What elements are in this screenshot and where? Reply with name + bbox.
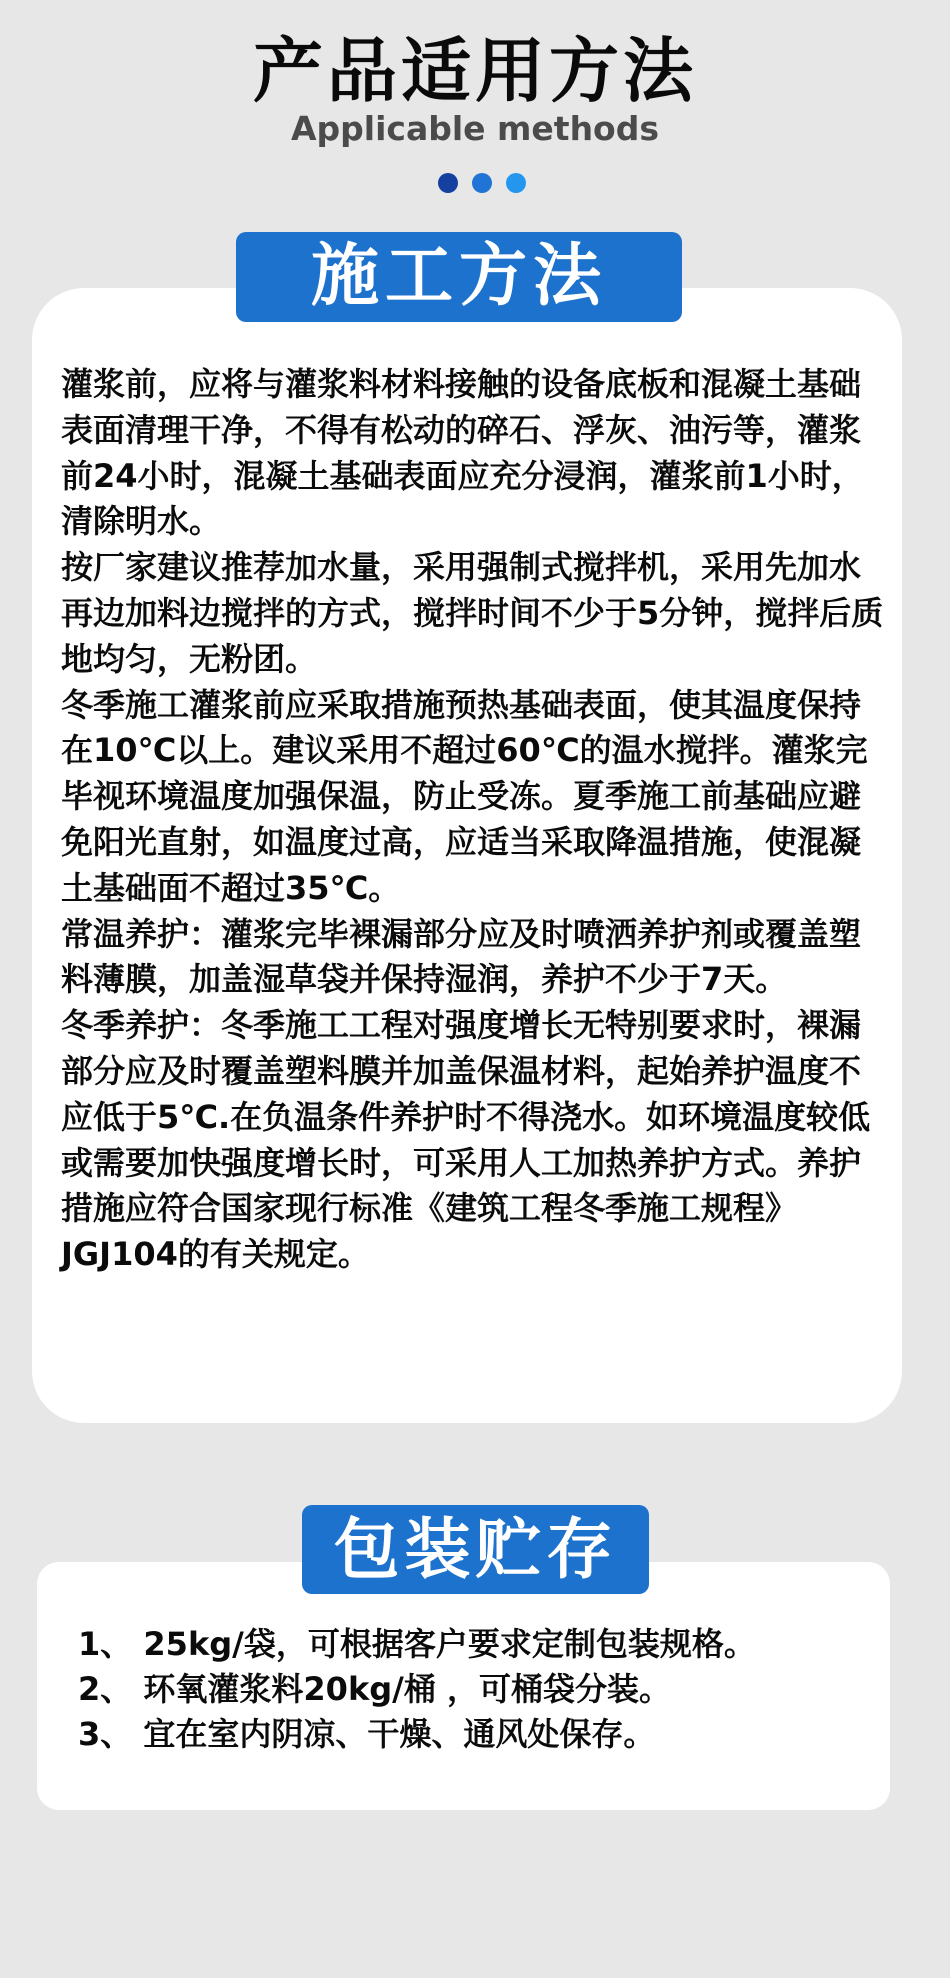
storage-item-2: 2、 环氧灌浆料20kg/桶 ，可桶袋分装。 (78, 1670, 671, 1708)
storage-item-3: 3、 宜在室内阴凉、干燥、通风处保存。 (78, 1715, 656, 1753)
storage-heading: 包装贮存 (302, 1505, 649, 1594)
dot-1 (438, 173, 458, 193)
dot-2 (472, 173, 492, 193)
dot-3 (506, 173, 526, 193)
construction-body (61, 362, 886, 1278)
construction-heading: 施工方法 (236, 232, 682, 322)
page-title: 产品适用方法 (253, 30, 697, 112)
page-subtitle: Applicable methods (290, 109, 659, 148)
construction-paragraph-4: 常温养护：灌浆完毕裸漏部分应及时喷洒养护剂或覆盖塑料薄膜，加盖湿草袋并保持湿润，养护不少于7天。 (61, 914, 862, 999)
storage-item-1: 1、 25kg/袋，可根据客户要求定制包装规格。 (78, 1625, 756, 1663)
construction-paragraph-2: 按厂家建议推荐加水量，采用强制式搅拌机，采用先加水再边加料边搅拌的方式，搅拌时间不少于5分钟，搅拌后质地均匀，无粉团。 (61, 548, 884, 678)
construction-paragraph-1: 灌浆前，应将与灌浆料材料接触的设备底板和混凝土基础表面清理干净，不得有松动的碎石、浮灰、油污等，灌浆前24小时，混凝土基础表面应充分浸润，灌浆前1小时，清除明水。 (61, 365, 864, 541)
construction-paragraph-5: 冬季养护：冬季施工工程对强度增长无特别要求时，裸漏部分应及时覆盖塑料膜并加盖保温材料，起始养护温度不应低于5℃.在负温条件养护时不得浇水。如环境温度较低或需要加快强度增长时，可采用人工加热养护方式。养护措施应符合国家现行标准《建筑工程冬季施工规程》JGJ104的有关规定。 (61, 1006, 871, 1274)
decorative-dots (438, 173, 526, 193)
construction-paragraph-3: 冬季施工灌浆前应采取措施预热基础表面，使其温度保持在10℃以上。建议采用不超过60℃的温水搅拌。灌浆完毕视环境温度加强保温，防止受冻。夏季施工前基础应避免阳光直射，如温度过高，应适当采取降温措施，使混凝土基础面不超过35℃。 (61, 685, 868, 907)
storage-list (78, 1622, 868, 1757)
